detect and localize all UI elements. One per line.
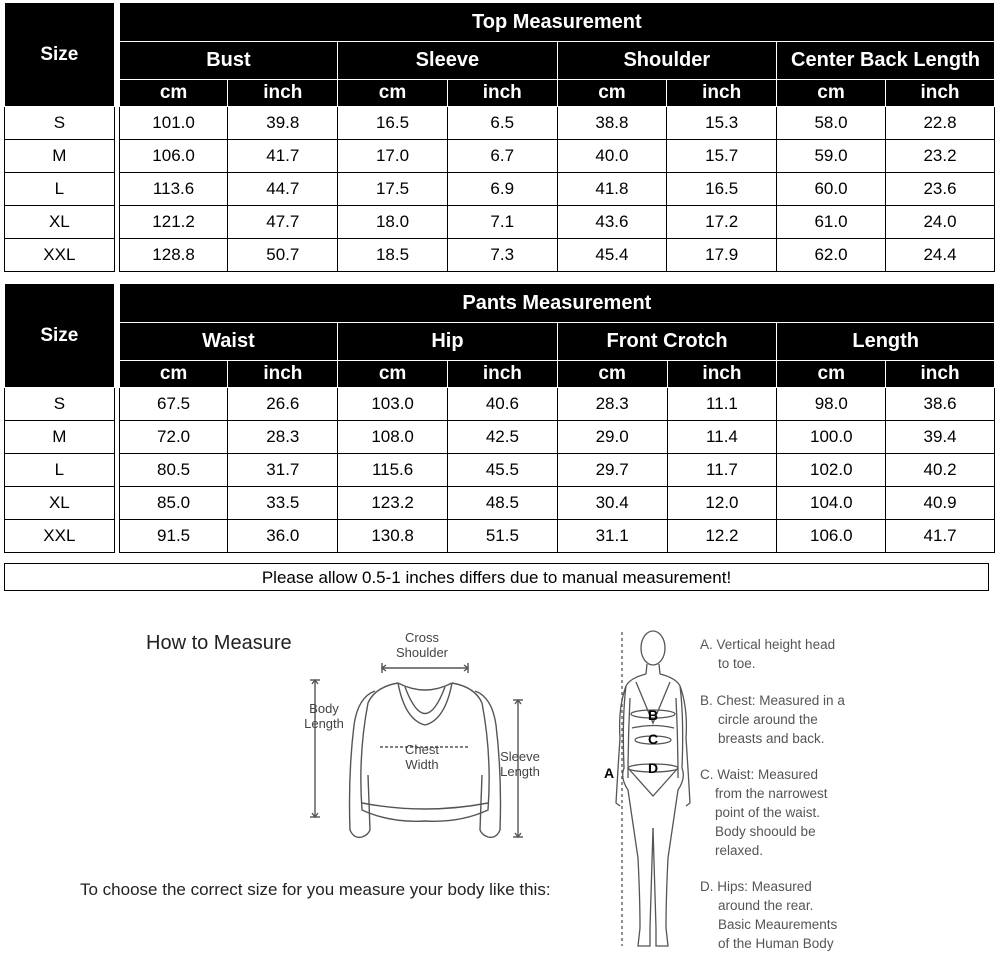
value-cell: 36.0: [228, 520, 338, 553]
unit-header: cm: [119, 80, 228, 107]
group-header: Bust: [119, 42, 337, 80]
unit-header: inch: [228, 361, 338, 388]
value-cell: 24.4: [885, 239, 994, 272]
value-cell: 16.5: [338, 107, 448, 140]
value-cell: 29.0: [557, 421, 667, 454]
table-row: [5, 421, 995, 454]
value-cell: 58.0: [777, 107, 886, 140]
value-cell: 72.0: [119, 421, 228, 454]
value-cell: 47.7: [228, 206, 338, 239]
size-cell: XXL: [5, 520, 115, 553]
value-cell: 11.7: [667, 454, 777, 487]
value-cell: 18.5: [338, 239, 448, 272]
body-length-label: Body Length: [304, 701, 344, 731]
pants-measurement-table: [4, 283, 995, 553]
value-cell: 59.0: [777, 140, 886, 173]
value-cell: 108.0: [338, 421, 448, 454]
unit-header: cm: [557, 80, 667, 107]
value-cell: 102.0: [777, 454, 886, 487]
size-cell: S: [5, 388, 115, 421]
figure-label-c: C: [648, 731, 659, 747]
value-cell: 42.5: [447, 421, 557, 454]
value-cell: 7.1: [447, 206, 557, 239]
value-cell: 103.0: [338, 388, 448, 421]
value-cell: 85.0: [119, 487, 228, 520]
table-row: [5, 140, 995, 173]
value-cell: 115.6: [338, 454, 448, 487]
value-cell: 12.2: [667, 520, 777, 553]
value-cell: 7.3: [447, 239, 557, 272]
value-cell: 80.5: [119, 454, 228, 487]
value-cell: 41.7: [228, 140, 338, 173]
unit-header: inch: [228, 80, 338, 107]
sleeve-length-label: Sleeve Length: [500, 749, 540, 779]
value-cell: 23.6: [885, 173, 994, 206]
size-cell: L: [5, 454, 115, 487]
value-cell: 40.0: [557, 140, 667, 173]
value-cell: 39.8: [228, 107, 338, 140]
value-cell: 62.0: [777, 239, 886, 272]
chest-width-label: Chest Width: [405, 742, 439, 772]
value-cell: 29.7: [557, 454, 667, 487]
size-cell: XXL: [5, 239, 115, 272]
value-cell: 15.7: [667, 140, 777, 173]
measurement-note: Please allow 0.5-1 inches differs due to manual measurement!: [4, 563, 989, 591]
value-cell: 113.6: [119, 173, 228, 206]
cross-shoulder-label: Cross Shoulder: [395, 630, 449, 660]
value-cell: 38.6: [886, 388, 995, 421]
value-cell: 44.7: [228, 173, 338, 206]
figure-label-a: A: [604, 765, 615, 781]
unit-header: inch: [447, 361, 557, 388]
value-cell: 51.5: [447, 520, 557, 553]
body-figure-diagram: [598, 628, 698, 954]
group-header: Length: [777, 323, 995, 361]
value-cell: 130.8: [338, 520, 448, 553]
value-cell: 45.5: [447, 454, 557, 487]
value-cell: 17.9: [667, 239, 777, 272]
value-cell: 11.1: [667, 388, 777, 421]
value-cell: 17.2: [667, 206, 777, 239]
value-cell: 11.4: [667, 421, 777, 454]
value-cell: 67.5: [119, 388, 228, 421]
value-cell: 23.2: [885, 140, 994, 173]
value-cell: 40.9: [886, 487, 995, 520]
value-cell: 101.0: [119, 107, 228, 140]
unit-header: inch: [886, 361, 995, 388]
unit-header: cm: [119, 361, 228, 388]
value-cell: 45.4: [557, 239, 667, 272]
group-header: Shoulder: [557, 42, 776, 80]
table-row: [5, 107, 995, 140]
instruction-text: To choose the correct size for you measure your body like this:: [80, 880, 551, 899]
value-cell: 128.8: [119, 239, 228, 272]
value-cell: 121.2: [119, 206, 228, 239]
size-cell: L: [5, 173, 115, 206]
table-title: Pants Measurement: [119, 284, 994, 323]
value-cell: 15.3: [667, 107, 777, 140]
value-cell: 123.2: [338, 487, 448, 520]
unit-header: cm: [338, 361, 448, 388]
unit-header: cm: [338, 80, 448, 107]
figure-label-b: B: [648, 707, 659, 723]
unit-header: inch: [447, 80, 557, 107]
top-measurement-table: [4, 2, 995, 272]
description-a: A. Vertical height head to toe.: [700, 637, 836, 671]
group-header: Waist: [119, 323, 337, 361]
table-row: [5, 487, 995, 520]
size-header: Size: [5, 3, 115, 107]
value-cell: 40.2: [886, 454, 995, 487]
value-cell: 31.1: [557, 520, 667, 553]
figure-label-d: D: [648, 760, 659, 776]
value-cell: 60.0: [777, 173, 886, 206]
value-cell: 28.3: [557, 388, 667, 421]
description-d: D. Hips: Measured around the rear. Basic Meaurements of the Human Body: [700, 879, 838, 951]
table-row: [5, 173, 995, 206]
table-title: Top Measurement: [119, 3, 994, 42]
value-cell: 17.0: [338, 140, 448, 173]
table-row: [5, 454, 995, 487]
value-cell: 6.5: [447, 107, 557, 140]
value-cell: 100.0: [777, 421, 886, 454]
value-cell: 22.8: [885, 107, 994, 140]
value-cell: 91.5: [119, 520, 228, 553]
value-cell: 106.0: [119, 140, 228, 173]
value-cell: 48.5: [447, 487, 557, 520]
description-c: C. Waist: Measured from the narrowest point of the waist. Body shoould be relaxed.: [700, 767, 828, 858]
value-cell: 98.0: [777, 388, 886, 421]
value-cell: 26.6: [228, 388, 338, 421]
value-cell: 31.7: [228, 454, 338, 487]
description-b: B. Chest: Measured in a circle around the breasts and back.: [700, 693, 845, 746]
value-cell: 16.5: [667, 173, 777, 206]
value-cell: 24.0: [885, 206, 994, 239]
value-cell: 106.0: [777, 520, 886, 553]
value-cell: 6.9: [447, 173, 557, 206]
size-cell: XL: [5, 206, 115, 239]
size-cell: S: [5, 107, 115, 140]
table-row: [5, 388, 995, 421]
value-cell: 41.7: [886, 520, 995, 553]
size-cell: XL: [5, 487, 115, 520]
group-header: Sleeve: [338, 42, 557, 80]
value-cell: 18.0: [338, 206, 448, 239]
unit-header: inch: [667, 80, 777, 107]
value-cell: 104.0: [777, 487, 886, 520]
group-header: Front Crotch: [557, 323, 777, 361]
value-cell: 39.4: [886, 421, 995, 454]
unit-header: inch: [885, 80, 994, 107]
table-row: [5, 206, 995, 239]
value-cell: 61.0: [777, 206, 886, 239]
how-to-measure-title: How to Measure: [146, 632, 292, 654]
size-header: Size: [5, 284, 115, 388]
value-cell: 12.0: [667, 487, 777, 520]
value-cell: 43.6: [557, 206, 667, 239]
table-row: [5, 239, 995, 272]
value-cell: 30.4: [557, 487, 667, 520]
value-cell: 40.6: [447, 388, 557, 421]
table-row: [5, 520, 995, 553]
unit-header: cm: [557, 361, 667, 388]
unit-header: cm: [777, 361, 886, 388]
unit-header: inch: [667, 361, 777, 388]
unit-header: cm: [777, 80, 886, 107]
value-cell: 6.7: [447, 140, 557, 173]
value-cell: 38.8: [557, 107, 667, 140]
value-cell: 28.3: [228, 421, 338, 454]
value-cell: 17.5: [338, 173, 448, 206]
value-cell: 50.7: [228, 239, 338, 272]
group-header: Hip: [338, 323, 558, 361]
value-cell: 33.5: [228, 487, 338, 520]
value-cell: 41.8: [557, 173, 667, 206]
group-header: Center Back Length: [777, 42, 995, 80]
size-cell: M: [5, 421, 115, 454]
size-cell: M: [5, 140, 115, 173]
